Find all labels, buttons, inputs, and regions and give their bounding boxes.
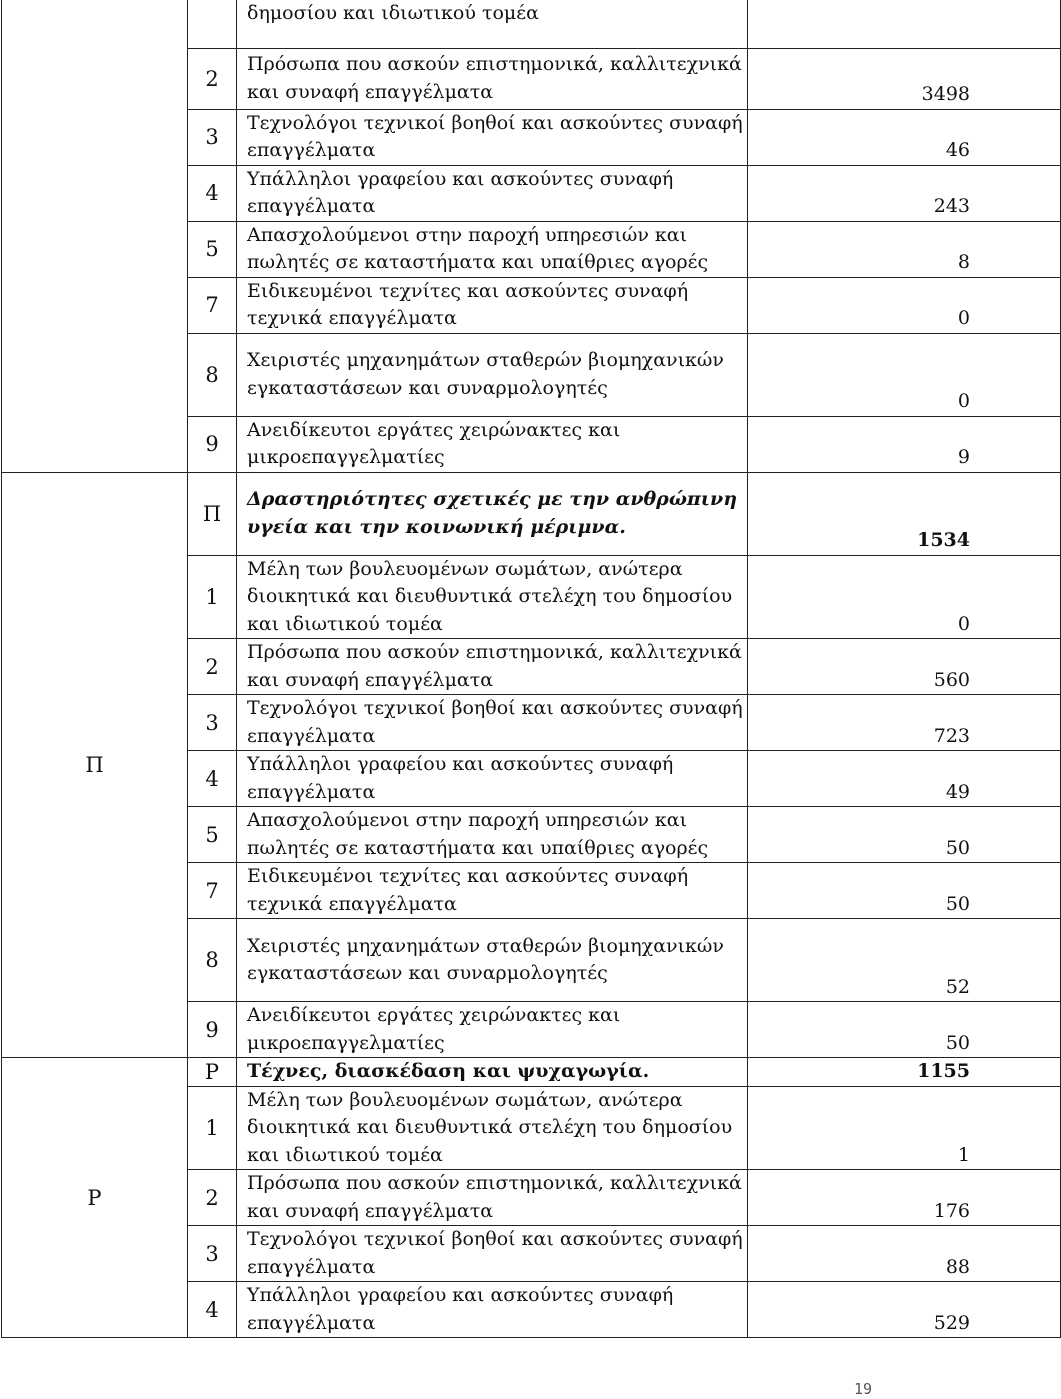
description-cell: Χειριστές μηχανημάτων σταθερών βιομηχανικών εγκαταστάσεων και συναρμολογητές	[237, 919, 748, 1002]
code-cell: 8	[188, 333, 237, 416]
code-cell: Ρ	[188, 1058, 237, 1087]
value-cell: 0	[748, 555, 1061, 639]
code-cell: 4	[188, 165, 237, 221]
description-cell: Υπάλληλοι γραφείου και ασκούντες συναφή επαγγέλματα	[237, 1282, 748, 1338]
code-cell: 2	[188, 639, 237, 695]
value-cell: 560	[748, 639, 1061, 695]
value-cell: 176	[748, 1170, 1061, 1226]
value-cell: 50	[748, 1002, 1061, 1058]
description-cell: Πρόσωπα που ασκούν επιστημονικά, καλλιτεχνικά και συναφή επαγγέλματα	[237, 48, 748, 109]
section-label-rho: Ρ	[2, 1058, 188, 1338]
code-cell: 3	[188, 1226, 237, 1282]
description-cell: Ανειδίκευτοι εργάτες χειρώνακτες και μικροεπαγγελματίες	[237, 1002, 748, 1058]
section-header-row	[2, 472, 1061, 555]
value-cell: 243	[748, 165, 1061, 221]
description-cell: Ειδικευμένοι τεχνίτες και ασκούντες συναφή τεχνικά επαγγέλματα	[237, 277, 748, 333]
section-total: 1534	[748, 472, 1061, 555]
code-cell: 1	[188, 1086, 237, 1170]
code-cell: 7	[188, 863, 237, 919]
description-cell: Ειδικευμένοι τεχνίτες και ασκούντες συναφή τεχνικά επαγγέλματα	[237, 863, 748, 919]
code-cell: 3	[188, 695, 237, 751]
code-cell: 3	[188, 109, 237, 165]
description-cell: Απασχολούμενοι στην παροχή υπηρεσιών και πωλητές σε καταστήματα και υπαίθριες αγορές	[237, 807, 748, 863]
section-title: Τέχνες, διασκέδαση και ψυχαγωγία.	[237, 1058, 748, 1087]
code-cell: 4	[188, 751, 237, 807]
value-cell: 1	[748, 1086, 1061, 1170]
code-cell: 5	[188, 221, 237, 277]
description-cell: Μέλη των βουλευομένων σωμάτων, ανώτερα διοικητικά και διευθυντικά στελέχη του δημοσίου και ιδιωτικού τομέα	[237, 555, 748, 639]
description-cell: Χειριστές μηχανημάτων σταθερών βιομηχανικών εγκαταστάσεων και συναρμολογητές	[237, 333, 748, 416]
description-cell: Υπάλληλοι γραφείου και ασκούντες συναφή επαγγέλματα	[237, 751, 748, 807]
description-cell: Υπάλληλοι γραφείου και ασκούντες συναφή επαγγέλματα	[237, 165, 748, 221]
value-cell: 49	[748, 751, 1061, 807]
description-cell: Ανειδίκευτοι εργάτες χειρώνακτες και μικροεπαγγελματίες	[237, 416, 748, 472]
code-cell: 8	[188, 919, 237, 1002]
value-cell: 0	[748, 277, 1061, 333]
code-cell	[188, 0, 237, 48]
code-cell: 2	[188, 1170, 237, 1226]
code-cell: 4	[188, 1282, 237, 1338]
value-cell: 529	[748, 1282, 1061, 1338]
value-cell: 723	[748, 695, 1061, 751]
value-cell: 3498	[748, 48, 1061, 109]
description-cell: δημοσίου και ιδιωτικού τομέα	[237, 0, 748, 48]
value-cell: 8	[748, 221, 1061, 277]
value-cell: 46	[748, 109, 1061, 165]
code-cell: 1	[188, 555, 237, 639]
description-cell: Τεχνολόγοι τεχνικοί βοηθοί και ασκούντες συναφή επαγγέλματα	[237, 109, 748, 165]
code-cell: Π	[188, 472, 237, 555]
description-cell: Τεχνολόγοι τεχνικοί βοηθοί και ασκούντες συναφή επαγγέλματα	[237, 1226, 748, 1282]
value-cell: 50	[748, 863, 1061, 919]
value-cell	[748, 0, 1061, 48]
section-title: Δραστηριότητες σχετικές με την ανθρώπινη υγεία και την κοινωνική μέριμνα.	[237, 472, 748, 555]
table-row	[2, 0, 1061, 48]
description-cell: Πρόσωπα που ασκούν επιστημονικά, καλλιτεχνικά και συναφή επαγγέλματα	[237, 639, 748, 695]
section-header-row	[2, 1058, 1061, 1087]
page-number: 19	[853, 1380, 872, 1398]
code-cell: 7	[188, 277, 237, 333]
code-cell: 5	[188, 807, 237, 863]
description-cell: Πρόσωπα που ασκούν επιστημονικά, καλλιτεχνικά και συναφή επαγγέλματα	[237, 1170, 748, 1226]
occupation-table	[1, 0, 1061, 1338]
value-cell: 9	[748, 416, 1061, 472]
code-cell: 9	[188, 416, 237, 472]
description-cell: Απασχολούμενοι στην παροχή υπηρεσιών και πωλητές σε καταστήματα και υπαίθριες αγορές	[237, 221, 748, 277]
code-cell: 2	[188, 48, 237, 109]
value-cell: 52	[748, 919, 1061, 1002]
section-label-pi: Π	[2, 472, 188, 1058]
section-total: 1155	[748, 1058, 1061, 1087]
description-cell: Τεχνολόγοι τεχνικοί βοηθοί και ασκούντες συναφή επαγγέλματα	[237, 695, 748, 751]
code-cell: 9	[188, 1002, 237, 1058]
description-cell: Μέλη των βουλευομένων σωμάτων, ανώτερα διοικητικά και διευθυντικά στελέχη του δημοσίου και ιδιωτικού τομέα	[237, 1086, 748, 1170]
section-cell-previous	[2, 0, 188, 472]
value-cell: 88	[748, 1226, 1061, 1282]
value-cell: 50	[748, 807, 1061, 863]
value-cell: 0	[748, 333, 1061, 416]
